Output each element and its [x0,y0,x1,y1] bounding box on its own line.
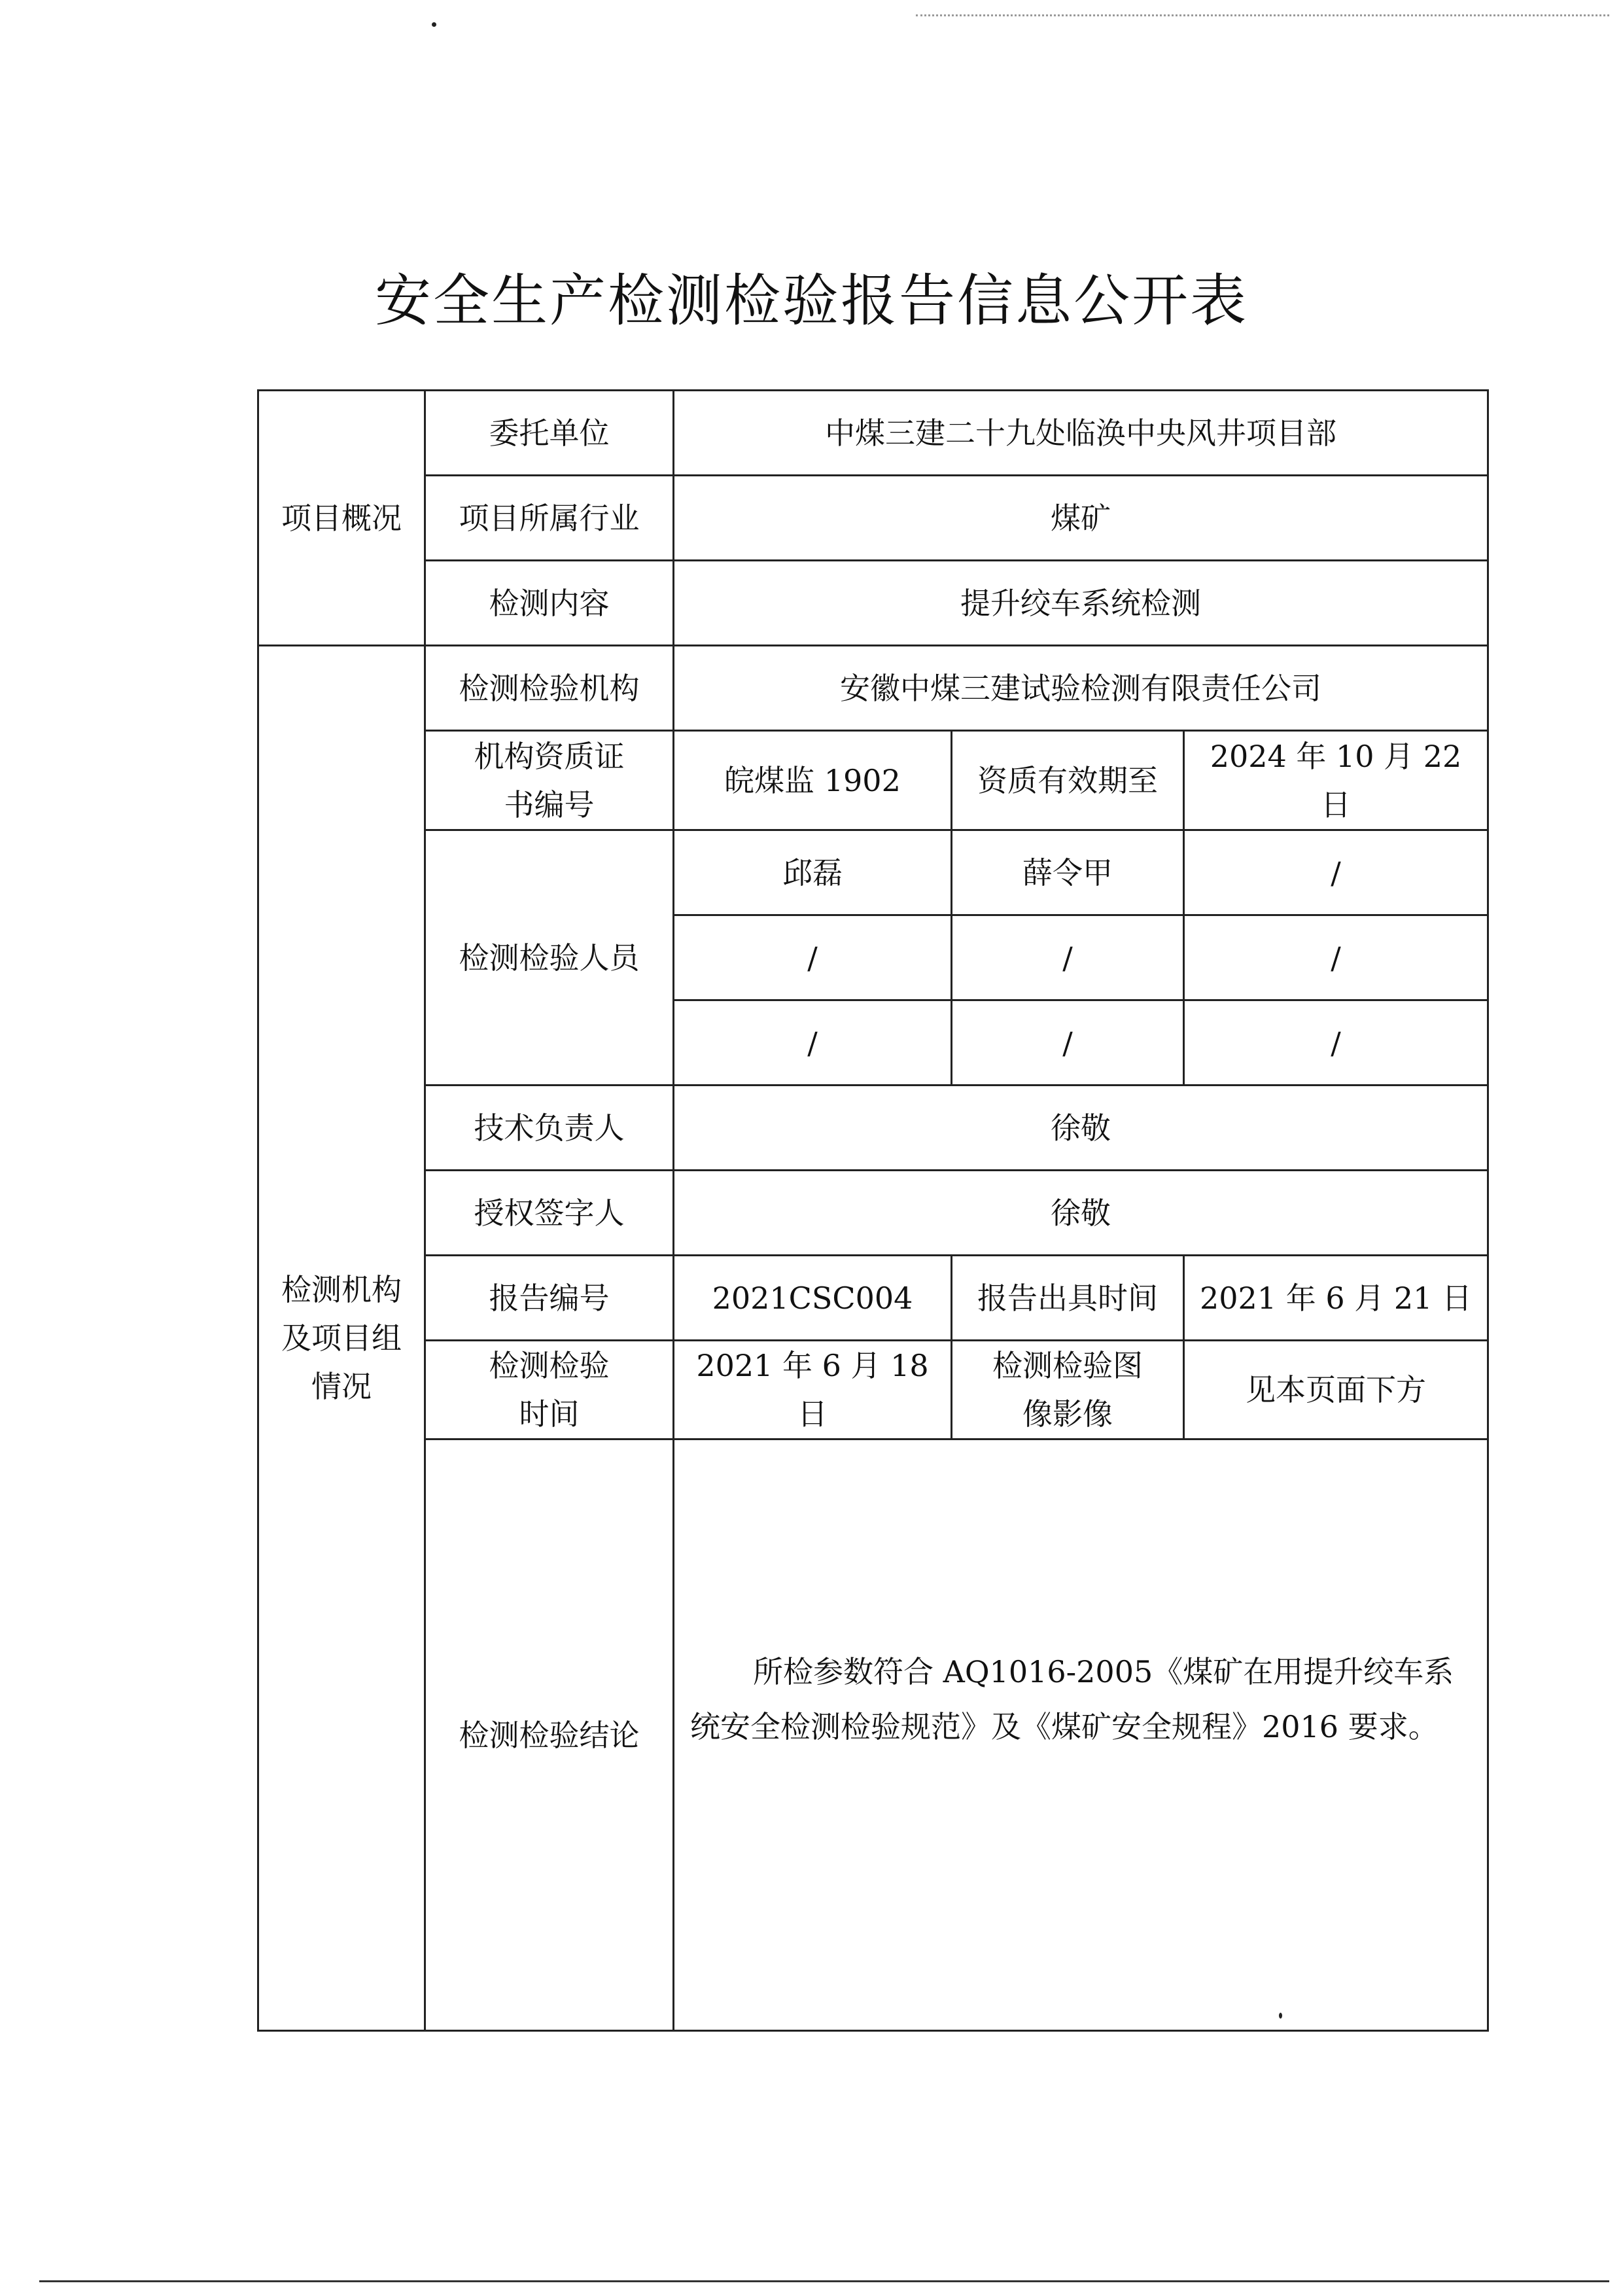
scan-speck [432,22,436,27]
table-row [258,391,1488,476]
signatory-value: 徐敬 [674,1171,1488,1256]
table-row [258,476,1488,561]
industry-value: 煤矿 [674,476,1488,561]
page-title: 安全生产检测检验报告信息公开表 [375,268,1248,334]
table-row [258,1171,1488,1256]
section-label-overview: 项目概况 [258,391,425,646]
table-row [258,731,1488,830]
disclosure-table [257,389,1489,2032]
personnel-cell: / [952,915,1184,1000]
image-value: 见本页面下方 [1184,1341,1488,1439]
validity-value: 2024 年 10 月 22 日 [1184,731,1488,830]
section-label-conclusion: 检测检验结论 [425,1439,674,2031]
validity-label: 资质有效期至 [952,731,1184,830]
issue-time-value: 2021 年 6 月 21 日 [1184,1256,1488,1341]
section-label-org: 检测机构及项目组情况 [258,646,425,2031]
test-time-label: 检测检验时间 [425,1341,674,1439]
table-row [258,1341,1488,1439]
personnel-cell: / [1184,1000,1488,1086]
tech-lead-label: 技术负责人 [425,1086,674,1171]
client-label: 委托单位 [425,391,674,476]
institution-value: 安徽中煤三建试验检测有限责任公司 [674,646,1488,731]
test-time-value: 2021 年 6 月 18 日 [674,1341,952,1439]
issue-time-label: 报告出具时间 [952,1256,1184,1341]
table-row [258,646,1488,731]
cert-no-label: 机构资质证书编号 [425,731,674,830]
personnel-cell: / [1184,830,1488,915]
report-no-value: 2021CSC004 [674,1256,952,1341]
personnel-cell: / [952,1000,1184,1086]
personnel-cell: / [674,915,952,1000]
signatory-label: 授权签字人 [425,1171,674,1256]
table-row [258,1086,1488,1171]
personnel-cell: 薛令甲 [952,830,1184,915]
scan-artifact-top-line [916,14,1609,16]
tech-lead-value: 徐敬 [674,1086,1488,1171]
personnel-cell: / [1184,915,1488,1000]
industry-label: 项目所属行业 [425,476,674,561]
personnel-label: 检测检验人员 [425,830,674,1086]
scan-artifact-bottom-line [39,2280,1609,2282]
content-label: 检测内容 [425,561,674,646]
content-value: 提升绞车系统检测 [674,561,1488,646]
conclusion-text: 所检参数符合 AQ1016-2005《煤矿在用提升绞车系统安全检测检验规范》及《煤矿安全规程》2016 要求。 [690,1653,1454,1744]
institution-label: 检测检验机构 [425,646,674,731]
table-row [258,830,1488,915]
client-value: 中煤三建二十九处临涣中央风井项目部 [674,391,1488,476]
table-row [258,1256,1488,1341]
personnel-cell: / [674,1000,952,1086]
cert-no-value: 皖煤监 1902 [674,731,952,830]
table-row [258,1439,1488,2031]
report-no-label: 报告编号 [425,1256,674,1341]
image-label: 检测检验图像影像 [952,1341,1184,1439]
conclusion-cell [674,1439,1488,2031]
table-row [258,561,1488,646]
personnel-cell: 邱磊 [674,830,952,915]
